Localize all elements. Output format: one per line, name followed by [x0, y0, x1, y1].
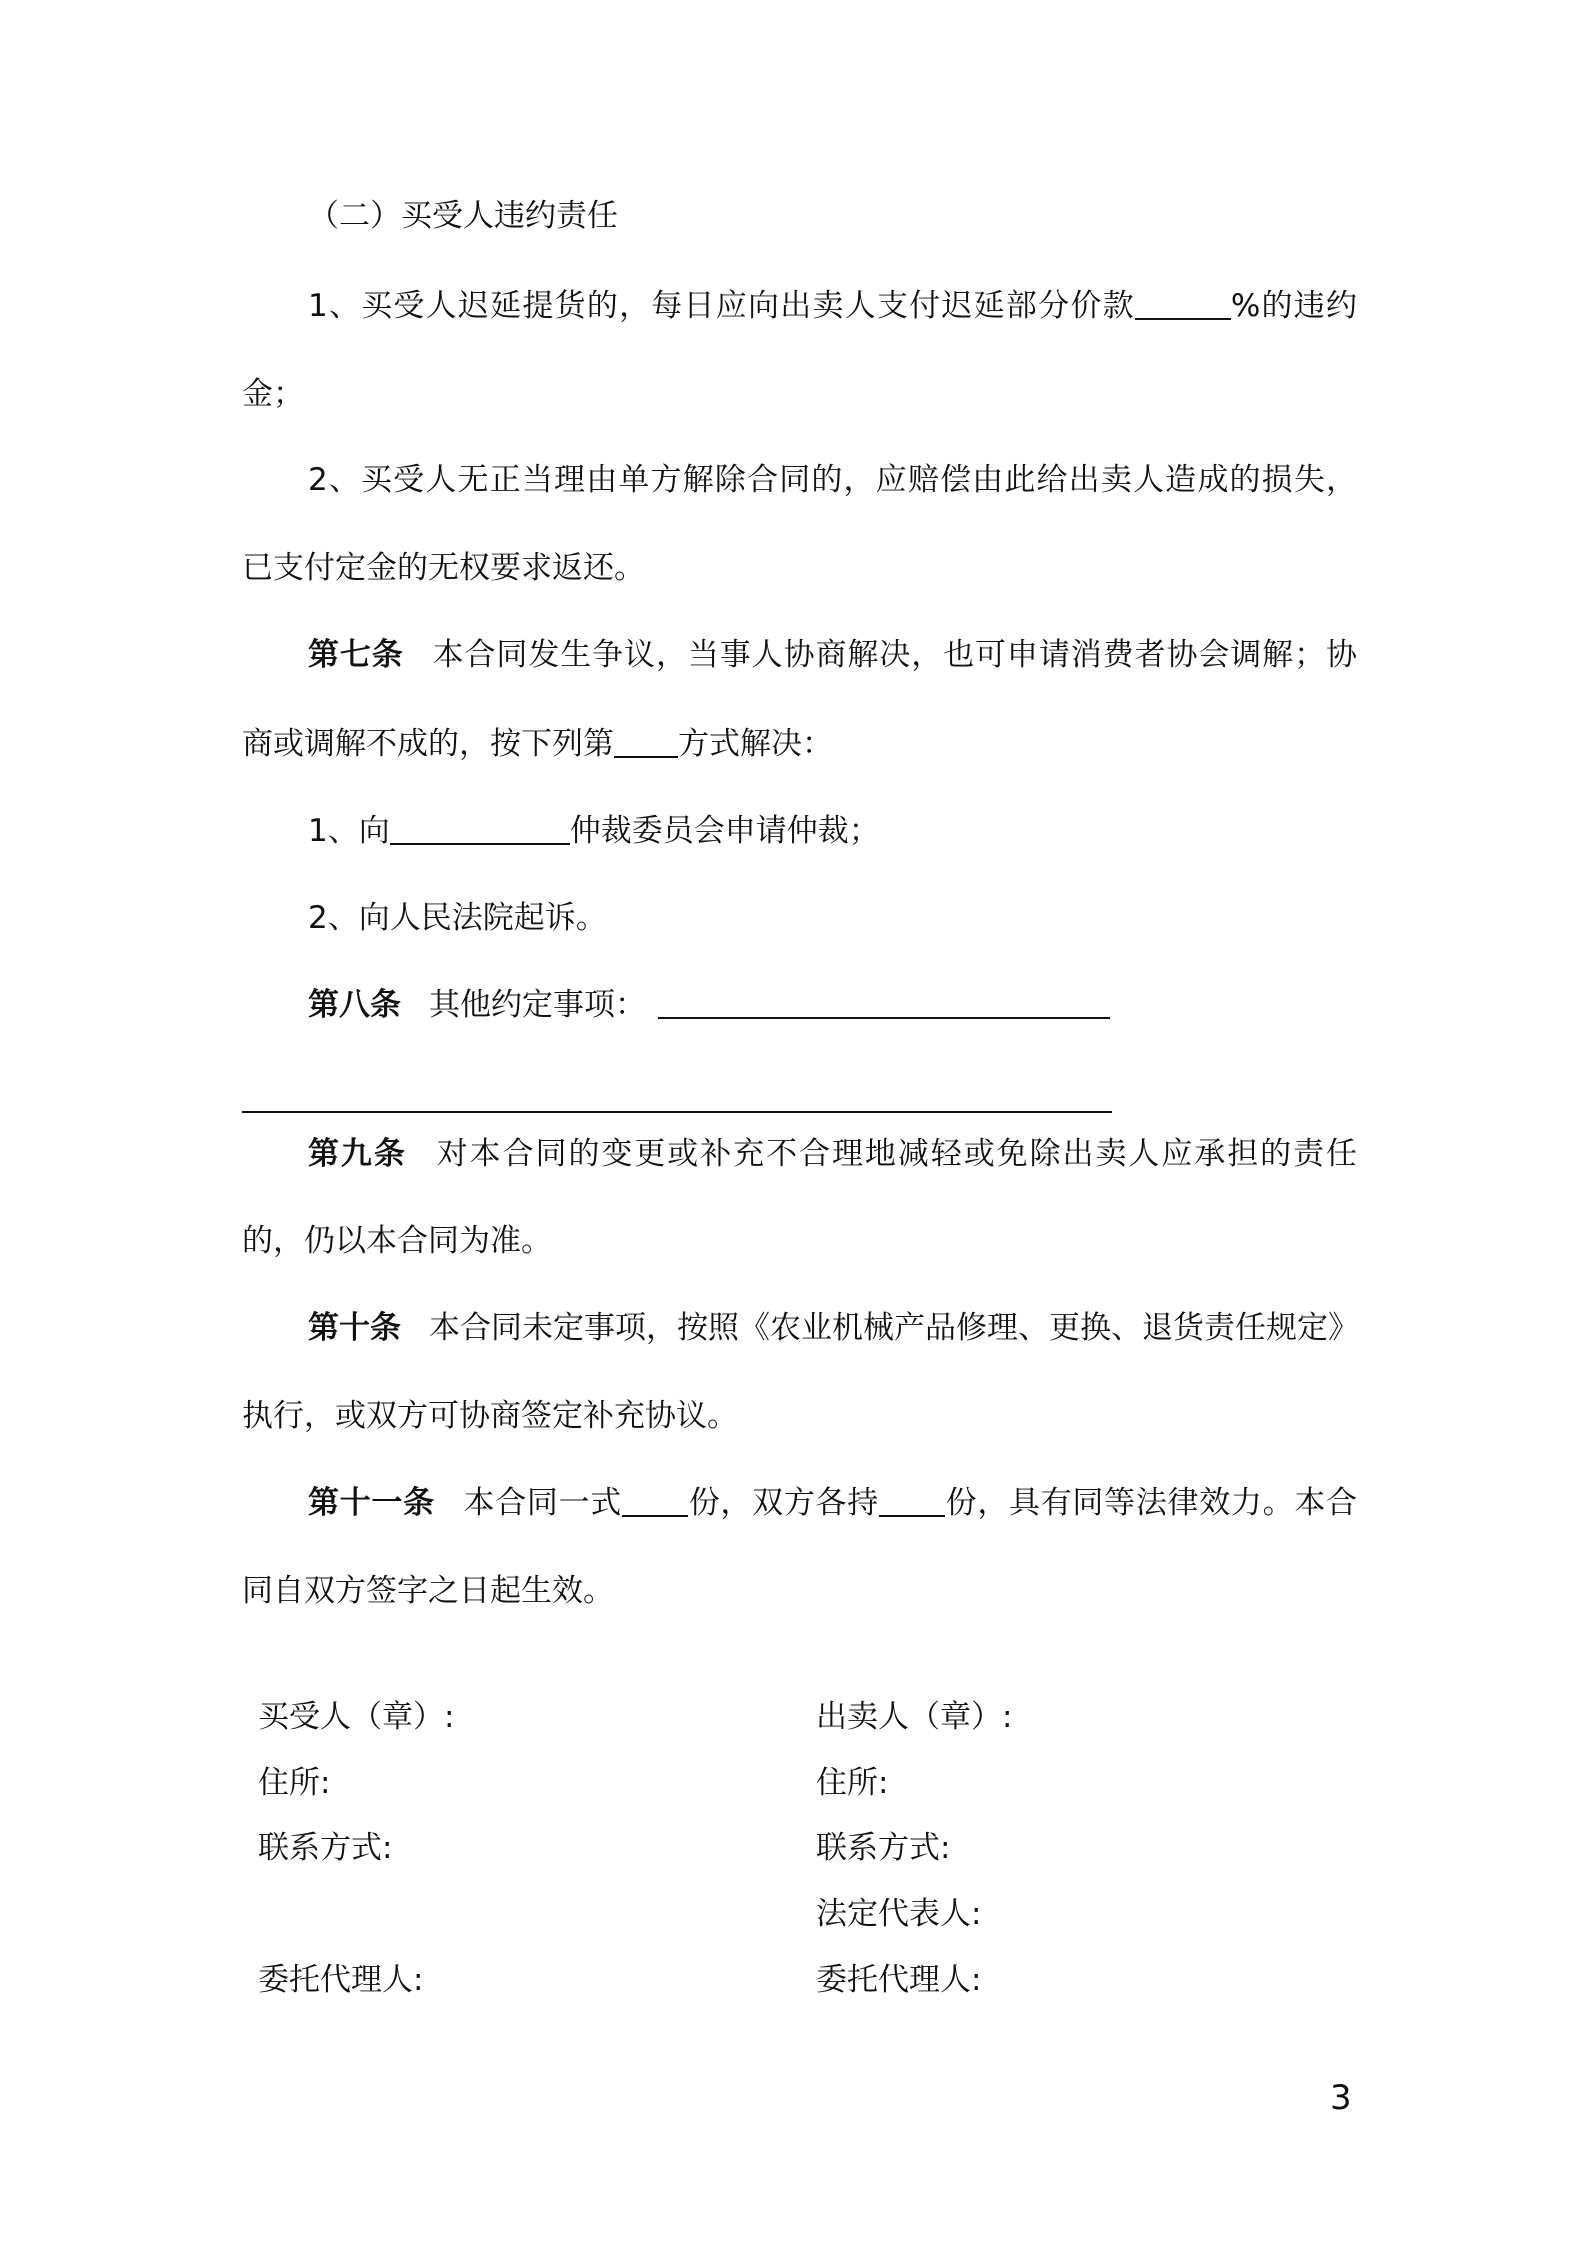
clause-buyer-late-pickup	[308, 286, 1357, 326]
clause-text: 已支付定金的无权要求返还。	[242, 550, 645, 586]
article-7	[308, 635, 1357, 675]
article-9	[308, 1134, 1357, 1174]
clause-buyer-cancel	[308, 460, 1357, 500]
clause-continuation	[242, 548, 1357, 588]
article-7-option-2	[308, 898, 1357, 938]
article-text: 份，双方各持	[688, 1485, 879, 1521]
article-text: 执行，或双方可协商签定补充协议。	[242, 1398, 738, 1434]
article-label: 第十一条	[308, 1485, 435, 1521]
seller-contact-label: 联系方式:	[816, 1830, 951, 1866]
buyer-contact-label: 联系方式:	[258, 1830, 393, 1866]
article-11-continuation	[242, 1571, 1357, 1611]
article-8	[308, 985, 1357, 1025]
article-text: 方式解决：	[678, 726, 833, 762]
blank-penalty-percent[interactable]	[1135, 288, 1231, 320]
article-text: 商或调解不成的，按下列第	[242, 726, 614, 762]
article-text: 其他约定事项：	[429, 987, 646, 1023]
article-label: 第九条	[308, 1136, 407, 1172]
article-text: 的，仍以本合同为准。	[242, 1223, 552, 1259]
article-7-option-1	[308, 811, 1357, 851]
article-7-continuation	[242, 724, 1357, 764]
buyer-agent-label: 委托代理人:	[258, 1962, 424, 1998]
clause-text: %的违约	[1230, 288, 1357, 324]
seller-agent-label: 委托代理人:	[816, 1962, 982, 1998]
page-number: 3	[1330, 2078, 1352, 2118]
buyer-seal-label: 买受人（章）:	[258, 1699, 455, 1735]
option-text: 2、向人民法院起诉。	[308, 900, 607, 936]
article-text: 份，具有同等法律效力。本合	[944, 1485, 1358, 1521]
section-title-text: （二）买受人违约责任	[308, 198, 618, 234]
blank-dispute-method[interactable]	[614, 726, 678, 758]
buyer-address-label: 住所:	[258, 1765, 331, 1801]
article-text: 本合同未定事项，按照《农业机械产品修理、更换、退货责任规定》	[429, 1310, 1359, 1346]
section-title	[308, 196, 1357, 236]
blank-copies-total[interactable]	[622, 1485, 688, 1517]
blank-copies-each[interactable]	[879, 1485, 945, 1517]
article-10-continuation	[242, 1396, 1357, 1436]
option-text: 1、向	[308, 813, 390, 849]
seller-address-label: 住所:	[816, 1765, 889, 1801]
article-label: 第七条	[308, 637, 404, 673]
clause-text: 1、买受人迟延提货的，每日应向出卖人支付迟延部分价款	[308, 288, 1135, 324]
article-text: 本合同一式	[462, 1485, 623, 1521]
article-label: 第八条	[308, 987, 401, 1023]
article-9-continuation	[242, 1221, 1357, 1261]
article-11	[308, 1483, 1357, 1523]
blank-other-terms[interactable]	[658, 987, 1110, 1019]
seller-legal-rep-label: 法定代表人:	[816, 1896, 982, 1932]
article-text: 本合同发生争议，当事人协商解决，也可申请消费者协会调解；协	[431, 637, 1357, 673]
clause-text: 2、买受人无正当理由单方解除合同的，应赔偿由此给出卖人造成的损失，	[308, 462, 1357, 498]
article-label: 第十条	[308, 1310, 401, 1346]
clause-continuation	[242, 374, 1357, 414]
seller-seal-label: 出卖人（章）:	[816, 1699, 1013, 1735]
article-10	[308, 1308, 1357, 1348]
clause-text: 金；	[242, 376, 304, 412]
blank-other-terms-line-2[interactable]	[242, 1111, 1112, 1113]
option-text: 仲裁委员会申请仲裁；	[569, 813, 880, 849]
article-text: 同自双方签字之日起生效。	[242, 1573, 614, 1609]
blank-arbitration-commission[interactable]	[390, 813, 570, 845]
article-text: 对本合同的变更或补充不合理地减轻或免除出卖人应承担的责任	[434, 1136, 1358, 1172]
